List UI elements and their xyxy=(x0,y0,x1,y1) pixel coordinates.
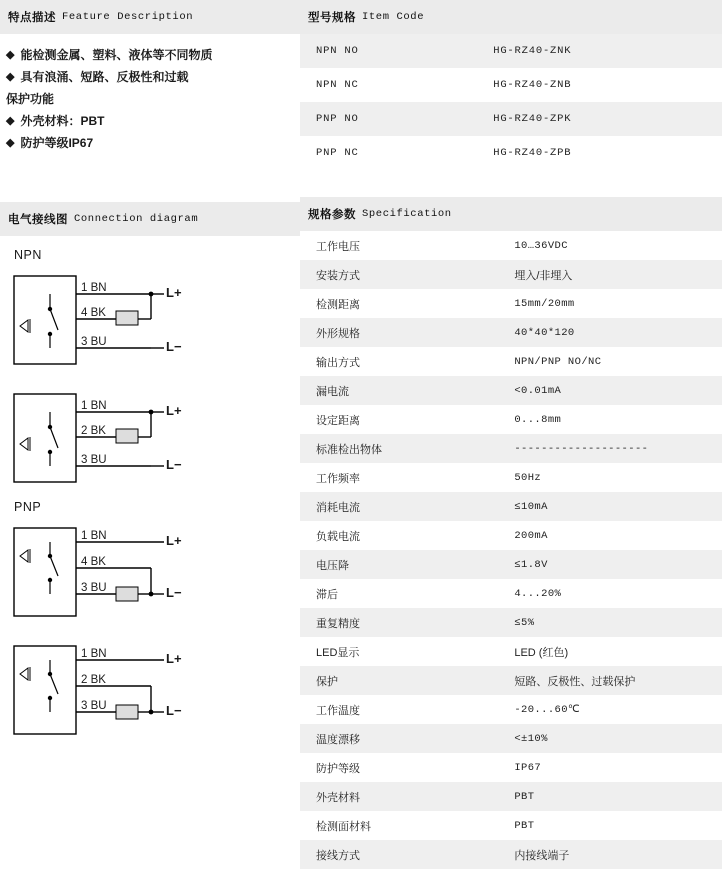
feature-item xyxy=(6,110,294,132)
specification-header-cn: 规格参数 xyxy=(308,209,356,221)
spec-key: 保护 xyxy=(300,666,498,695)
item-code: HG-RZ40-ZNK xyxy=(477,34,722,68)
table-row xyxy=(300,579,722,608)
spec-key: 防护等级 xyxy=(300,753,498,782)
spec-value: <0.01mA xyxy=(498,376,722,405)
terminal-label: 2 BK xyxy=(81,425,106,437)
supply-plus-label: L+ xyxy=(166,651,182,666)
terminal-label: 3 BU xyxy=(81,336,107,348)
table-row xyxy=(300,463,722,492)
table-row xyxy=(300,405,722,434)
terminal-label: 1 BN xyxy=(81,530,107,542)
spec-value: IP67 xyxy=(498,753,722,782)
spec-value: ≤10mA xyxy=(498,492,722,521)
terminal-label: 4 BK xyxy=(81,307,106,319)
terminal-label: 2 BK xyxy=(81,674,106,686)
specification-table xyxy=(300,231,722,869)
spec-key: 重复精度 xyxy=(300,608,498,637)
right-column xyxy=(300,0,722,869)
spec-key: 检测面材料 xyxy=(300,811,498,840)
spec-key: 工作频率 xyxy=(300,463,498,492)
item-code-header xyxy=(300,0,722,34)
connection-diagram-header xyxy=(0,202,300,236)
spec-value: 短路、反极性、过载保护 xyxy=(498,666,722,695)
spec-key: 接线方式 xyxy=(300,840,498,869)
feature-item xyxy=(6,132,294,154)
table-row xyxy=(300,521,722,550)
wiring-diagram-npn-no xyxy=(6,264,296,376)
table-row xyxy=(300,666,722,695)
feature-item xyxy=(6,44,294,66)
terminal-label: 1 BN xyxy=(81,648,107,660)
diagram-header-en: Connection diagram xyxy=(74,213,199,225)
spec-value: ≤1.8V xyxy=(498,550,722,579)
table-row xyxy=(300,289,722,318)
wiring-diagrams xyxy=(0,236,300,746)
spec-key: 漏电流 xyxy=(300,376,498,405)
table-row xyxy=(300,608,722,637)
table-row xyxy=(300,68,722,102)
table-row xyxy=(300,811,722,840)
spec-key: 外形规格 xyxy=(300,318,498,347)
spec-key: 工作温度 xyxy=(300,695,498,724)
spec-value: PBT xyxy=(498,811,722,840)
spec-key: 输出方式 xyxy=(300,347,498,376)
supply-plus-label: L+ xyxy=(166,403,182,418)
table-row xyxy=(300,102,722,136)
spec-value: -------------------- xyxy=(498,434,722,463)
feature-text: 能检测金属、塑料、液体等不同物质 xyxy=(20,48,213,62)
supply-plus-label: L+ xyxy=(166,285,182,300)
table-row xyxy=(300,637,722,666)
terminal-label: 3 BU xyxy=(81,582,107,594)
wiring-diagram-npn-nc xyxy=(6,382,296,494)
specification-header-en: Specification xyxy=(362,208,452,220)
feature-header-cn: 特点描述 xyxy=(8,12,56,24)
feature-description-header xyxy=(0,0,300,34)
wiring-group-label-npn: NPN xyxy=(14,248,42,262)
item-code: HG-RZ40-ZPB xyxy=(477,136,722,170)
table-row xyxy=(300,724,722,753)
feature-text: 保护功能 xyxy=(6,92,55,106)
spec-key: 设定距离 xyxy=(300,405,498,434)
spec-key: 工作电压 xyxy=(300,231,498,260)
supply-minus-label: L− xyxy=(166,703,182,718)
feature-text: 防护等级IP67 xyxy=(20,136,94,150)
spec-value: 0...8mm xyxy=(498,405,722,434)
table-row xyxy=(300,782,722,811)
table-row xyxy=(300,347,722,376)
wiring-diagram-pnp-nc xyxy=(6,634,296,746)
spec-key: 外壳材料 xyxy=(300,782,498,811)
spec-value: 4...20% xyxy=(498,579,722,608)
spec-value: 内接线端子 xyxy=(498,840,722,869)
supply-minus-label: L− xyxy=(166,585,182,600)
diamond-icon: ◆ xyxy=(6,137,15,149)
left-column xyxy=(0,0,300,752)
item-type: NPN NO xyxy=(300,34,477,68)
supply-minus-label: L− xyxy=(166,339,182,354)
table-row xyxy=(300,231,722,260)
spec-key: 电压降 xyxy=(300,550,498,579)
feature-text: 外壳材料：PBT xyxy=(20,114,105,128)
item-type: NPN NC xyxy=(300,68,477,102)
item-code: HG-RZ40-ZNB xyxy=(477,68,722,102)
spec-value: 40*40*120 xyxy=(498,318,722,347)
spec-key: 消耗电流 xyxy=(300,492,498,521)
spec-value: PBT xyxy=(498,782,722,811)
table-row xyxy=(300,136,722,170)
table-row xyxy=(300,434,722,463)
terminal-label: 3 BU xyxy=(81,700,107,712)
spec-value: 200mA xyxy=(498,521,722,550)
table-row xyxy=(300,492,722,521)
table-row xyxy=(300,840,722,869)
table-row xyxy=(300,260,722,289)
wiring-diagram-pnp-no xyxy=(6,516,296,628)
item-code: HG-RZ40-ZPK xyxy=(477,102,722,136)
spec-value: ≤5% xyxy=(498,608,722,637)
feature-header-en: Feature Description xyxy=(62,11,194,23)
spec-key: LED显示 xyxy=(300,637,498,666)
spec-value: 埋入/非埋入 xyxy=(498,260,722,289)
feature-item xyxy=(6,88,294,110)
spec-key: 滞后 xyxy=(300,579,498,608)
diamond-icon: ◆ xyxy=(6,49,15,61)
table-row xyxy=(300,376,722,405)
spec-value: 50Hz xyxy=(498,463,722,492)
wiring-group-label-pnp: PNP xyxy=(14,500,42,514)
spec-key: 安装方式 xyxy=(300,260,498,289)
spec-value: -20...60℃ xyxy=(498,695,722,724)
supply-plus-label: L+ xyxy=(166,533,182,548)
spec-key: 标准检出物体 xyxy=(300,434,498,463)
feature-text: 具有浪涌、短路、反极性和过载 xyxy=(20,70,189,84)
terminal-label: 4 BK xyxy=(81,556,106,568)
item-code-header-en: Item Code xyxy=(362,11,425,23)
item-code-header-cn: 型号规格 xyxy=(308,12,356,24)
spec-value: LED (红色) xyxy=(498,637,722,666)
spec-value: NPN/PNP NO/NC xyxy=(498,347,722,376)
item-code-table xyxy=(300,34,722,170)
table-row xyxy=(300,34,722,68)
spec-value: 15mm/20mm xyxy=(498,289,722,318)
diamond-icon: ◆ xyxy=(6,71,15,83)
table-row xyxy=(300,318,722,347)
terminal-label: 1 BN xyxy=(81,400,107,412)
diagram-header-cn: 电气接线图 xyxy=(8,214,68,226)
specification-header xyxy=(300,197,722,231)
feature-item xyxy=(6,66,294,88)
item-type: PNP NC xyxy=(300,136,477,170)
spec-value: <±10% xyxy=(498,724,722,753)
supply-minus-label: L− xyxy=(166,457,182,472)
terminal-label: 3 BU xyxy=(81,454,107,466)
terminal-label: 1 BN xyxy=(81,282,107,294)
table-row xyxy=(300,550,722,579)
diamond-icon: ◆ xyxy=(6,115,15,127)
spec-key: 温度漂移 xyxy=(300,724,498,753)
feature-list xyxy=(0,34,300,158)
spec-key: 检测距离 xyxy=(300,289,498,318)
table-row xyxy=(300,753,722,782)
spec-key: 负载电流 xyxy=(300,521,498,550)
item-type: PNP NO xyxy=(300,102,477,136)
table-row xyxy=(300,695,722,724)
spec-value: 10…36VDC xyxy=(498,231,722,260)
